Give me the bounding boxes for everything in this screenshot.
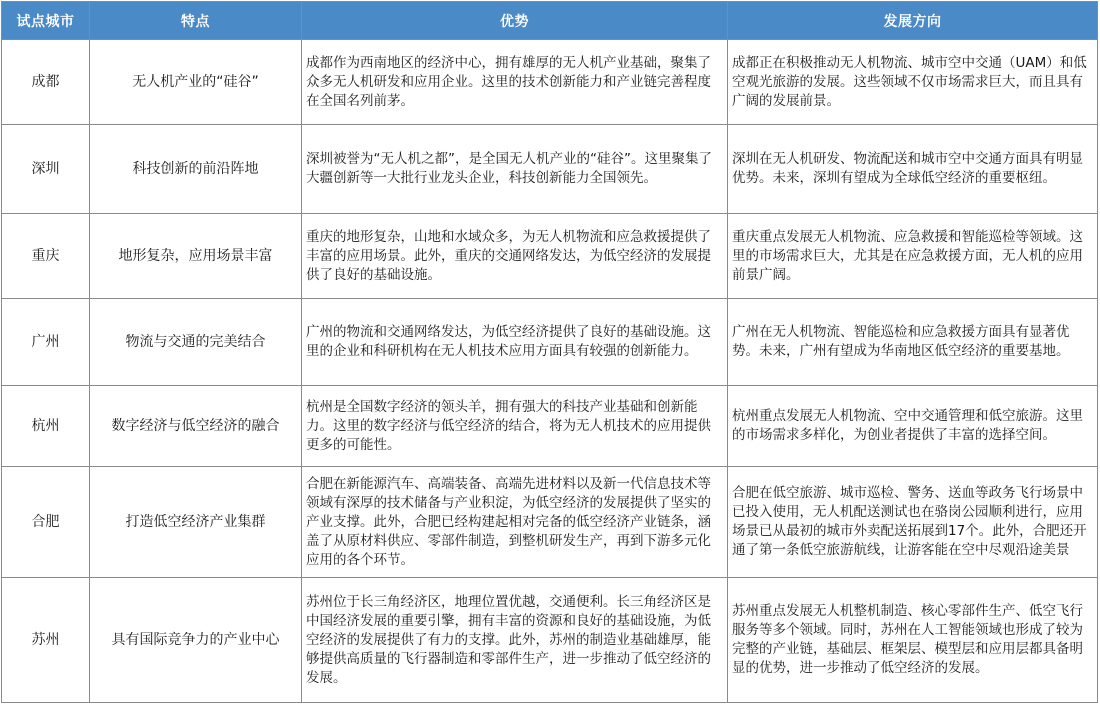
cell-direction: 苏州重点发展无人机整机制造、核心零部件生产、低空飞行服务等多个领域。同时，苏州在人工智能领域也形成了较为完整的产业链，基础层、框架层、模型层和应用层都具备明显的优势，进一步推动了低空经济的发展。 bbox=[728, 578, 1098, 703]
table-row bbox=[2, 125, 1098, 214]
cell-direction: 成都正在积极推动无人机物流、城市空中交通（UAM）和低空观光旅游的发展。这些领域不仅市场需求巨大，而且具有广阔的发展前景。 bbox=[728, 40, 1098, 125]
cell-feature: 打造低空经济产业集群 bbox=[90, 467, 302, 578]
header-advantage: 优势 bbox=[302, 2, 728, 40]
cell-city: 重庆 bbox=[2, 214, 90, 299]
cell-feature: 无人机产业的“硅谷” bbox=[90, 40, 302, 125]
cell-direction: 广州在无人机物流、智能巡检和应急救援方面具有显著优势。未来，广州有望成为华南地区低空经济的重要基地。 bbox=[728, 299, 1098, 386]
cell-feature: 地形复杂，应用场景丰富 bbox=[90, 214, 302, 299]
cell-advantage: 苏州位于长三角经济区，地理位置优越，交通便利。长三角经济区是中国经济发展的重要引擎，拥有丰富的资源和良好的基础设施，为低空经济的发展提供了有力的支撑。此外，苏州的制造业基础雄厚，能够提供高质量的飞行器制造和零部件生产，进一步推动了低空经济的发展。 bbox=[302, 578, 728, 703]
table-body bbox=[2, 40, 1098, 703]
cell-feature: 科技创新的前沿阵地 bbox=[90, 125, 302, 214]
cell-direction: 重庆重点发展无人机物流、应急救援和智能巡检等领域。这里的市场需求巨大，尤其是在应急救援方面，无人机的应用前景广阔。 bbox=[728, 214, 1098, 299]
cell-feature: 具有国际竞争力的产业中心 bbox=[90, 578, 302, 703]
cell-feature: 数字经济与低空经济的融合 bbox=[90, 386, 302, 467]
cell-city: 杭州 bbox=[2, 386, 90, 467]
cell-feature: 物流与交通的完美结合 bbox=[90, 299, 302, 386]
cell-direction: 杭州重点发展无人机物流、空中交通管理和低空旅游。这里的市场需求多样化，为创业者提供了丰富的选择空间。 bbox=[728, 386, 1098, 467]
table-container bbox=[1, 1, 1099, 708]
cell-advantage: 深圳被誉为“无人机之都”，是全国无人机产业的“硅谷”。这里聚集了大疆创新等一大批行业龙头企业，科技创新能力全国领先。 bbox=[302, 125, 728, 214]
cell-advantage: 广州的物流和交通网络发达，为低空经济提供了良好的基础设施。这里的企业和科研机构在无人机技术应用方面具有较强的创新能力。 bbox=[302, 299, 728, 386]
cell-advantage: 成都作为西南地区的经济中心，拥有雄厚的无人机产业基础，聚集了众多无人机研发和应用企业。这里的技术创新能力和产业链完善程度在全国名列前茅。 bbox=[302, 40, 728, 125]
cell-advantage: 重庆的地形复杂，山地和水域众多，为无人机物流和应急救援提供了丰富的应用场景。此外，重庆的交通网络发达，为低空经济的发展提供了良好的基础设施。 bbox=[302, 214, 728, 299]
table-row bbox=[2, 214, 1098, 299]
cell-direction: 深圳在无人机研发、物流配送和城市空中交通方面具有明显优势。未来，深圳有望成为全球低空经济的重要枢纽。 bbox=[728, 125, 1098, 214]
table-row bbox=[2, 299, 1098, 386]
header-direction: 发展方向 bbox=[728, 2, 1098, 40]
header-row bbox=[2, 2, 1098, 40]
table-row bbox=[2, 40, 1098, 125]
cell-advantage: 杭州是全国数字经济的领头羊，拥有强大的科技产业基础和创新能力。这里的数字经济与低空经济的结合，将为无人机技术的应用提供更多的可能性。 bbox=[302, 386, 728, 467]
cell-city: 苏州 bbox=[2, 578, 90, 703]
cell-city: 合肥 bbox=[2, 467, 90, 578]
table-row bbox=[2, 386, 1098, 467]
cell-city: 广州 bbox=[2, 299, 90, 386]
cell-direction: 合肥在低空旅游、城市巡检、警务、送血等政务飞行场景中已投入使用，无人机配送测试也在骆岗公园顺利进行，应用场景已从最初的城市外卖配送拓展到17个。此外，合肥还开通了第一条低空旅游航线，让游客能在空中尽观沿途美景 bbox=[728, 467, 1098, 578]
table-header bbox=[2, 2, 1098, 40]
pilot-cities-table bbox=[1, 1, 1098, 703]
cell-city: 深圳 bbox=[2, 125, 90, 214]
table-row bbox=[2, 578, 1098, 703]
cell-advantage: 合肥在新能源汽车、高端装备、高端先进材料以及新一代信息技术等领域有深厚的技术储备与产业积淀，为低空经济的发展提供了坚实的产业支撑。此外，合肥已经构建起相对完备的低空经济产业链条，涵盖了从原材料供应、零部件制造，到整机研发生产，再到下游多元化应用的各个环节。 bbox=[302, 467, 728, 578]
table-row bbox=[2, 467, 1098, 578]
header-city: 试点城市 bbox=[2, 2, 90, 40]
header-feature: 特点 bbox=[90, 2, 302, 40]
cell-city: 成都 bbox=[2, 40, 90, 125]
